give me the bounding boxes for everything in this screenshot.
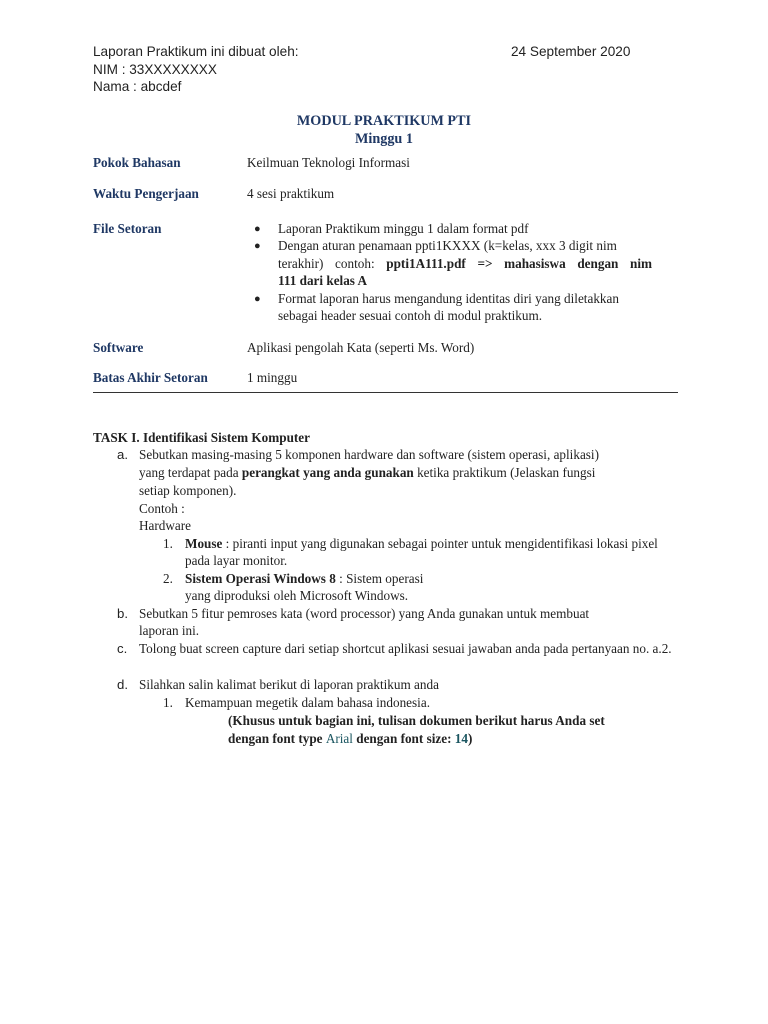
batas-akhir-value: 1 minggu (247, 370, 298, 385)
file-bullet-3: Format laporan harus mengandung identitas diri yang diletakkan sebagai header sesuai contoh di modul praktikum. (278, 291, 619, 323)
bullet-icon: ● (254, 240, 261, 252)
task-heading: TASK I. Identifikasi Sistem Komputer (93, 430, 311, 445)
batas-akhir-label: Batas Akhir Setoran (93, 370, 208, 385)
item-d-sub-marker: 1. (163, 695, 173, 710)
mouse-description: Mouse : piranti input yang digunakan sebagai pointer untuk mengidentifikasi lokasi pixel pada layar monitor. (185, 536, 658, 568)
font-note-line-1: (Khusus untuk bagian ini, tulisan dokumen berikut harus Anda set (228, 713, 605, 728)
software-value: Aplikasi pengolah Kata (seperti Ms. Word) (247, 340, 475, 355)
file-setoran-label: File Setoran (93, 221, 162, 236)
font-note-line-2: dengan font type Arial dengan font size: 14) (228, 731, 473, 746)
item-b-marker: b. (117, 606, 128, 621)
bullet-icon: ● (254, 293, 261, 305)
item-b-text: Sebutkan 5 fitur pemroses kata (word processor) yang Anda gunakan untuk membuat laporan ini. (139, 606, 590, 638)
bullet-icon: ● (254, 223, 261, 235)
header-nim: NIM : 33XXXXXXXX (93, 62, 217, 77)
waktu-pengerjaan-label: Waktu Pengerjaan (93, 186, 199, 201)
item-d-sub-text: Kemampuan megetik dalam bahasa indonesia. (185, 695, 430, 710)
item-c-text: Tolong buat screen capture dari setiap shortcut aplikasi sesuai jawaban anda pada pertanyaan no. a.2. (139, 641, 672, 656)
sub-item-2-marker: 2. (163, 571, 173, 586)
contoh-label: Contoh : (139, 501, 185, 516)
font-arial-highlight: Arial (325, 731, 353, 746)
software-label: Software (93, 340, 144, 355)
pokok-bahasan-value: Keilmuan Teknologi Informasi (247, 155, 410, 170)
file-bullet-1: Laporan Praktikum minggu 1 dalam format pdf (278, 221, 529, 236)
item-a-line-3: setiap komponen). (139, 483, 237, 498)
hardware-label: Hardware (139, 518, 191, 533)
file-bullet-2-line-2: terakhir) contoh: ppti1A111.pdf => mahasiswa dengan nim (278, 256, 653, 271)
module-subtitle: Minggu 1 (355, 131, 413, 147)
sub-item-1-marker: 1. (163, 536, 173, 551)
waktu-pengerjaan-value: 4 sesi praktikum (247, 186, 335, 201)
item-d-text: Silahkan salin kalimat berikut di laporan praktikum anda (139, 677, 439, 692)
file-bullet-2-line-1: Dengan aturan penamaan ppti1KXXX (k=kelas, xxx 3 digit nim (278, 238, 617, 253)
os-description: Sistem Operasi Windows 8 : Sistem operasi yang diproduksi oleh Microsoft Windows. (185, 571, 424, 603)
header-date: 24 September 2020 (511, 44, 631, 59)
section-divider (93, 392, 678, 393)
item-c-marker: c. (117, 641, 128, 656)
item-d-marker: d. (117, 677, 128, 692)
item-a-line-1: Sebutkan masing-masing 5 komponen hardware dan software (sistem operasi, aplikasi) (139, 447, 599, 462)
item-a-line-2: yang terdapat pada perangkat yang anda gunakan ketika praktikum (Jelaskan fungsi (139, 465, 596, 480)
header-nama: Nama : abcdef (93, 79, 182, 94)
module-title: MODUL PRAKTIKUM PTI (296, 113, 472, 129)
header-made-by: Laporan Praktikum ini dibuat oleh: (93, 44, 299, 59)
item-a-marker: a. (117, 447, 128, 462)
file-bullet-2-line-3: 111 dari kelas A (278, 273, 368, 288)
font-size-highlight: 14 (454, 731, 468, 746)
pokok-bahasan-label: Pokok Bahasan (93, 155, 181, 170)
